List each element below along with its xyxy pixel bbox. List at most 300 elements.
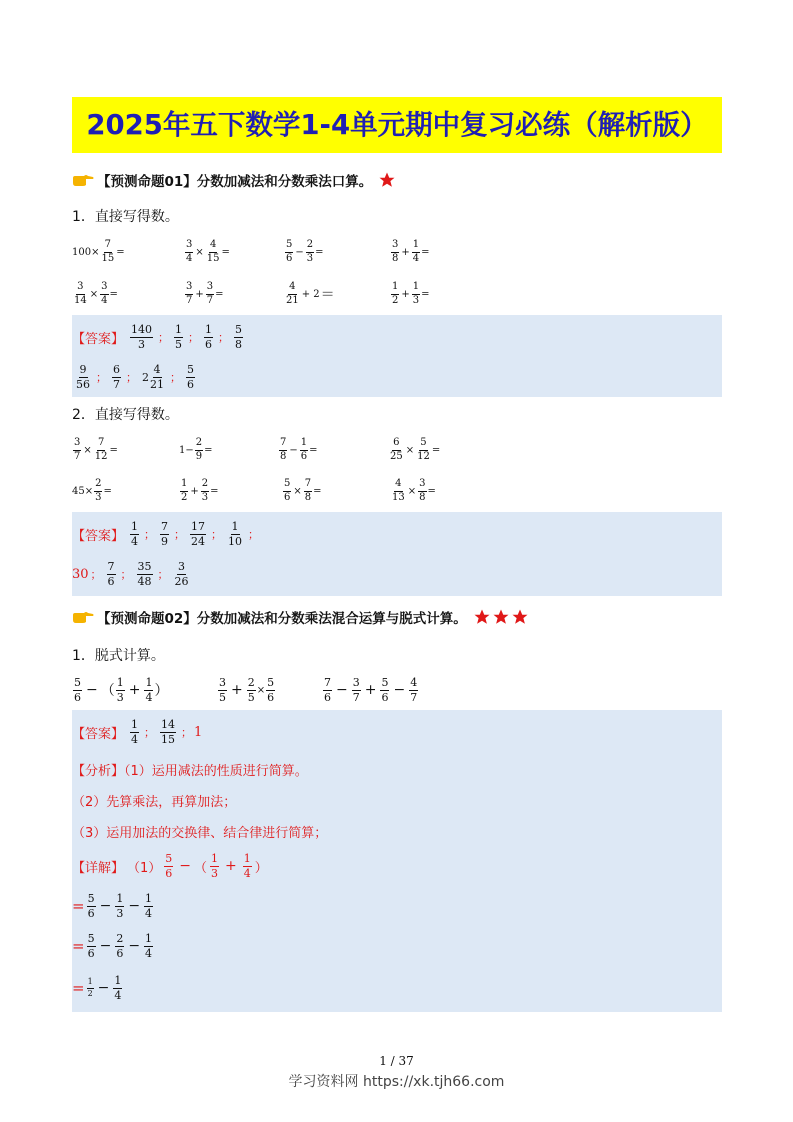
operator: ×: [89, 288, 99, 300]
answer-box: [72, 512, 722, 596]
fraction: [94, 479, 102, 503]
fraction: [87, 978, 94, 998]
separator: ；: [96, 371, 107, 384]
section-1-heading: [72, 167, 396, 193]
expression: [72, 471, 112, 511]
denominator: 10: [228, 534, 243, 548]
fraction: [391, 479, 406, 503]
expression: [72, 430, 118, 470]
equals-sign: =: [421, 246, 430, 258]
fraction: [87, 933, 96, 959]
expression: [388, 430, 440, 470]
solution-step: [72, 968, 123, 1008]
numerator: 1: [175, 322, 183, 336]
fraction: [304, 479, 312, 503]
numerator: 1: [243, 851, 251, 865]
expression: [72, 274, 118, 314]
fraction: [87, 893, 96, 919]
numerator: 2: [306, 240, 314, 253]
denominator: 6: [267, 690, 275, 704]
equals-sign: =: [221, 246, 230, 258]
detail-tag: 【详解】: [72, 860, 125, 876]
fraction: [409, 677, 418, 703]
fraction: [94, 438, 109, 462]
operator: +: [231, 682, 243, 698]
numerator: 3: [219, 675, 226, 689]
operator: +: [225, 858, 237, 874]
denominator: 3: [412, 294, 420, 306]
fraction: [323, 677, 332, 703]
analysis-text: （1）运用减法的性质进行简算。: [124, 764, 308, 779]
denominator: 8: [392, 252, 399, 264]
fraction: [412, 282, 420, 306]
separator: ；: [218, 331, 230, 344]
fraction: [210, 853, 219, 879]
expression-row: [72, 670, 722, 710]
expression: [179, 430, 213, 470]
numerator: 3: [185, 282, 193, 295]
answer-box: [72, 710, 722, 1012]
operator: −: [289, 444, 298, 456]
separator: ；: [248, 528, 260, 541]
star-icon: [511, 608, 529, 626]
fraction: [116, 677, 125, 703]
separator: ；: [174, 528, 186, 541]
numerator: 14: [161, 717, 176, 731]
denominator: 6: [187, 377, 194, 391]
operator: −: [128, 898, 141, 914]
fraction: [144, 677, 153, 703]
expression: [72, 670, 168, 710]
numerator: 2: [94, 479, 102, 492]
denominator: 4: [131, 534, 139, 548]
expr-prefix: 45×: [72, 485, 94, 497]
numerator: 5: [283, 479, 291, 492]
denominator: 21: [286, 294, 299, 306]
fraction: [283, 479, 291, 503]
denominator: 25: [390, 450, 403, 462]
denominator: 7: [74, 450, 81, 462]
answer-fraction: [186, 364, 195, 390]
fraction: [206, 282, 214, 306]
numerator: 7: [161, 519, 169, 533]
denominator: 9: [195, 450, 203, 462]
analysis-line: [72, 760, 308, 779]
answer-value: 30: [72, 566, 89, 582]
numerator: 1: [412, 240, 420, 253]
denominator: 12: [94, 450, 108, 462]
numerator: 5: [267, 675, 275, 689]
answer-line: [72, 357, 198, 397]
fraction: [201, 479, 209, 503]
numerator: 1: [131, 519, 139, 533]
answer-fraction: [130, 521, 139, 547]
answer-tag: 【答案】: [72, 726, 125, 742]
denominator: 3: [201, 491, 209, 503]
fraction: [115, 893, 124, 919]
paren-close: ）: [254, 860, 268, 876]
answer-line: [72, 317, 246, 357]
numerator: 5: [419, 438, 427, 451]
answer-fraction: [160, 719, 176, 745]
denominator: 5: [247, 690, 255, 704]
expression: [184, 274, 224, 314]
expression: [390, 471, 436, 511]
separator: ；: [211, 528, 223, 541]
answer-fraction: [75, 364, 91, 390]
expression: [278, 430, 318, 470]
equals-sign: =: [421, 288, 430, 300]
expression: [322, 670, 419, 710]
question-label: 2．直接写得数。: [72, 407, 179, 423]
numerator: 1: [180, 479, 188, 492]
answer-line: [72, 554, 193, 594]
operator: −: [86, 682, 98, 698]
star-icon: [492, 608, 510, 626]
expression: [179, 471, 219, 511]
answer-line: [72, 514, 261, 554]
denominator: 7: [113, 377, 120, 391]
numerator: 9: [79, 362, 87, 376]
numerator: 1: [116, 675, 124, 689]
fraction: [144, 893, 153, 919]
fraction: [247, 677, 256, 703]
solution-step: [72, 886, 154, 926]
numerator: 5: [235, 322, 243, 336]
numerator: 2: [247, 675, 255, 689]
paren-open: （: [194, 860, 208, 876]
numerator: 3: [352, 675, 360, 689]
operator: −: [336, 682, 348, 698]
expression: [284, 274, 335, 314]
denominator: 6: [87, 906, 95, 920]
expression: [390, 274, 430, 314]
denominator: 9: [161, 534, 169, 548]
numerator: 4: [394, 479, 402, 492]
denominator: 8: [304, 491, 312, 503]
fraction: [391, 282, 399, 306]
fraction: [285, 282, 300, 306]
operator: +: [128, 682, 141, 698]
section-2-heading: [72, 604, 529, 630]
fraction: [144, 933, 153, 959]
fraction: [266, 677, 275, 703]
answer-fraction: [227, 521, 243, 547]
fraction: [306, 240, 314, 264]
numerator: 1: [231, 519, 239, 533]
operator: + 2: [301, 288, 320, 300]
denominator: 48: [137, 574, 152, 588]
numerator: 1: [87, 978, 94, 988]
expression-row: [72, 274, 722, 314]
denominator: 3: [138, 337, 146, 351]
expression: [390, 232, 430, 272]
numerator: 4: [153, 362, 161, 376]
answer-line: [72, 712, 202, 752]
denominator: 3: [116, 690, 124, 704]
separator: ；: [90, 568, 102, 581]
denominator: 7: [410, 690, 418, 704]
equals-sign: =: [309, 444, 318, 456]
denominator: 12: [417, 450, 430, 462]
answer-fraction: [149, 364, 165, 390]
fraction: [164, 853, 173, 879]
separator: ；: [157, 568, 169, 581]
fraction: [206, 240, 221, 264]
denominator: 2: [181, 491, 188, 503]
denominator: 56: [76, 377, 90, 391]
numerator: 2: [116, 931, 124, 945]
denominator: 6: [116, 946, 124, 960]
numerator: 5: [87, 891, 95, 905]
equals-sign: =: [313, 485, 322, 497]
denominator: 13: [392, 491, 405, 503]
answer-fraction: [130, 719, 139, 745]
fraction: [389, 438, 404, 462]
numerator: 140: [131, 322, 153, 336]
equals-sign: ＝: [320, 287, 335, 303]
fraction: [73, 282, 88, 306]
answer-value: 1: [194, 724, 203, 740]
operator: −: [97, 980, 110, 996]
separator: ；: [170, 371, 181, 384]
expression-row: [72, 430, 722, 470]
operator: −: [295, 246, 304, 258]
denominator: 6: [107, 574, 115, 588]
fraction: [285, 240, 293, 264]
operator: ×: [83, 444, 92, 456]
numerator: 1: [114, 973, 122, 987]
fraction: [218, 677, 227, 703]
page-title: 2025年五下数学1-4单元期中复习必练（解析版）: [72, 97, 722, 153]
fraction: [185, 282, 193, 306]
answer-fraction: [234, 324, 243, 350]
equals-sign: =: [116, 246, 125, 258]
numerator: 1: [145, 675, 153, 689]
denominator: 3: [116, 906, 124, 920]
operator: −: [179, 858, 192, 874]
separator: ；: [126, 371, 137, 384]
mixed-whole: 2: [142, 370, 149, 384]
operator: +: [195, 288, 204, 300]
page-number: 1 / 37: [379, 1054, 414, 1068]
separator: ；: [120, 568, 132, 581]
fraction: [100, 240, 115, 264]
fraction: [113, 975, 122, 1001]
operator: +: [364, 682, 377, 698]
denominator: 2: [87, 988, 93, 998]
denominator: 4: [243, 866, 251, 880]
star-icon: [378, 171, 396, 189]
expression-row: [72, 471, 722, 511]
numerator: 5: [74, 675, 81, 689]
denominator: 14: [74, 294, 87, 306]
numerator: 35: [137, 559, 152, 573]
numerator: 1: [145, 891, 153, 905]
denominator: 3: [95, 491, 102, 503]
answer-fraction: [190, 521, 206, 547]
operator: ×: [256, 684, 266, 696]
denominator: 15: [206, 252, 220, 264]
numerator: 5: [87, 931, 95, 945]
equals-sign: =: [72, 979, 85, 997]
equals-sign: =: [72, 897, 85, 915]
expr-prefix: 1−: [179, 444, 194, 456]
difficulty-stars: [473, 608, 529, 626]
separator: ；: [188, 331, 200, 344]
answer-tag: 【答案】: [72, 528, 125, 544]
numerator: 1: [116, 891, 124, 905]
operator: +: [401, 288, 410, 300]
numerator: 7: [324, 675, 331, 689]
fraction: [185, 240, 193, 264]
equals-sign: =: [215, 288, 224, 300]
separator: ；: [181, 726, 193, 739]
answer-fraction: [204, 324, 213, 350]
equals-sign: =: [103, 485, 112, 497]
numerator: 7: [279, 438, 287, 451]
site-footer: 学习资料网 https://xk.tjh66.com: [288, 1074, 505, 1090]
denominator: 8: [235, 337, 243, 351]
operator: +: [401, 246, 410, 258]
operator: −: [99, 898, 112, 914]
denominator: 2: [392, 294, 399, 306]
numerator: 3: [76, 282, 84, 295]
detail-number: （1）: [127, 860, 162, 876]
answer-fraction: [107, 561, 116, 587]
equals-sign: =: [72, 937, 85, 955]
expression-row: [72, 232, 722, 272]
expression: [72, 232, 125, 272]
numerator: 3: [178, 559, 186, 573]
numerator: 6: [113, 362, 120, 376]
denominator: 8: [280, 450, 287, 462]
equals-sign: =: [427, 485, 436, 497]
numerator: 4: [410, 675, 418, 689]
numerator: 7: [104, 240, 112, 253]
separator: ；: [158, 331, 170, 344]
answer-fraction: [130, 324, 153, 350]
numerator: 17: [191, 519, 206, 533]
denominator: 6: [324, 690, 331, 704]
denominator: 4: [145, 690, 153, 704]
numerator: 7: [304, 479, 312, 492]
numerator: 1: [412, 282, 420, 295]
denominator: 15: [161, 732, 176, 746]
numerator: 1: [391, 282, 399, 295]
section-1-heading-text: 【预测命题01】分数加减法和分数乘法口算。: [97, 174, 373, 190]
denominator: 7: [186, 294, 193, 306]
denominator: 3: [306, 252, 314, 264]
operator: −: [393, 682, 406, 698]
denominator: 15: [101, 252, 115, 264]
answer-fraction: [160, 521, 169, 547]
separator: ；: [144, 528, 156, 541]
denominator: 6: [381, 690, 389, 704]
equals-sign: =: [109, 288, 118, 300]
expression: [184, 232, 230, 272]
equals-sign: =: [315, 246, 324, 258]
denominator: 6: [286, 252, 293, 264]
fraction: [115, 933, 124, 959]
operator: −: [128, 938, 141, 954]
numerator: 3: [206, 282, 214, 295]
answer-fraction: [137, 561, 153, 587]
expression: [217, 670, 276, 710]
numerator: 3: [418, 479, 426, 492]
numerator: 1: [300, 438, 308, 451]
star-icon: [473, 608, 491, 626]
fraction: [380, 677, 389, 703]
analysis-line: （2）先算乘法，再算加法；: [72, 795, 237, 810]
fraction: [180, 479, 188, 503]
denominator: 6: [87, 946, 95, 960]
denominator: 7: [206, 294, 214, 306]
difficulty-stars: [378, 171, 396, 189]
operator: +: [190, 485, 199, 497]
expression: [284, 232, 324, 272]
question-label: 1．脱式计算。: [72, 648, 165, 664]
denominator: 26: [174, 574, 189, 588]
denominator: 5: [175, 337, 183, 351]
denominator: 6: [300, 450, 308, 462]
fraction: [243, 853, 252, 879]
numerator: 3: [185, 240, 193, 253]
analysis-line: （3）运用加法的交换律、结合律进行简算；: [72, 826, 328, 841]
numerator: 1: [211, 851, 219, 865]
paren-open: （: [100, 683, 115, 699]
denominator: 4: [114, 988, 122, 1002]
pointing-hand-icon: [72, 610, 94, 624]
numerator: 7: [107, 559, 115, 573]
separator: ；: [144, 726, 156, 739]
numerator: 1: [131, 717, 139, 731]
fraction: [195, 438, 203, 462]
denominator: 4: [145, 906, 153, 920]
fraction: [279, 438, 287, 462]
numerator: 5: [187, 362, 194, 376]
denominator: 5: [219, 690, 226, 704]
expression: [282, 471, 322, 511]
equals-sign: =: [431, 444, 441, 456]
paren-close: ）: [154, 683, 169, 699]
operator: −: [99, 938, 112, 954]
fraction: [412, 240, 420, 264]
denominator: 6: [165, 866, 173, 880]
operator: ×: [407, 485, 417, 497]
operator: ×: [195, 246, 204, 258]
expr-prefix: 100×: [72, 246, 100, 258]
answer-fraction: [174, 324, 183, 350]
denominator: 6: [284, 491, 291, 503]
numerator: 6: [392, 438, 400, 451]
numerator: 4: [288, 282, 296, 295]
fraction: [73, 438, 81, 462]
answer-fraction: [174, 561, 190, 587]
denominator: 4: [101, 294, 108, 306]
operator: ×: [293, 485, 302, 497]
fraction: [418, 479, 426, 503]
denominator: 4: [145, 946, 153, 960]
numerator: 5: [285, 240, 293, 253]
denominator: 4: [412, 252, 420, 264]
denominator: 4: [186, 252, 193, 264]
equals-sign: =: [109, 444, 118, 456]
denominator: 7: [352, 690, 360, 704]
numerator: 7: [97, 438, 105, 451]
numerator: 4: [209, 240, 217, 253]
numerator: 5: [381, 675, 389, 689]
